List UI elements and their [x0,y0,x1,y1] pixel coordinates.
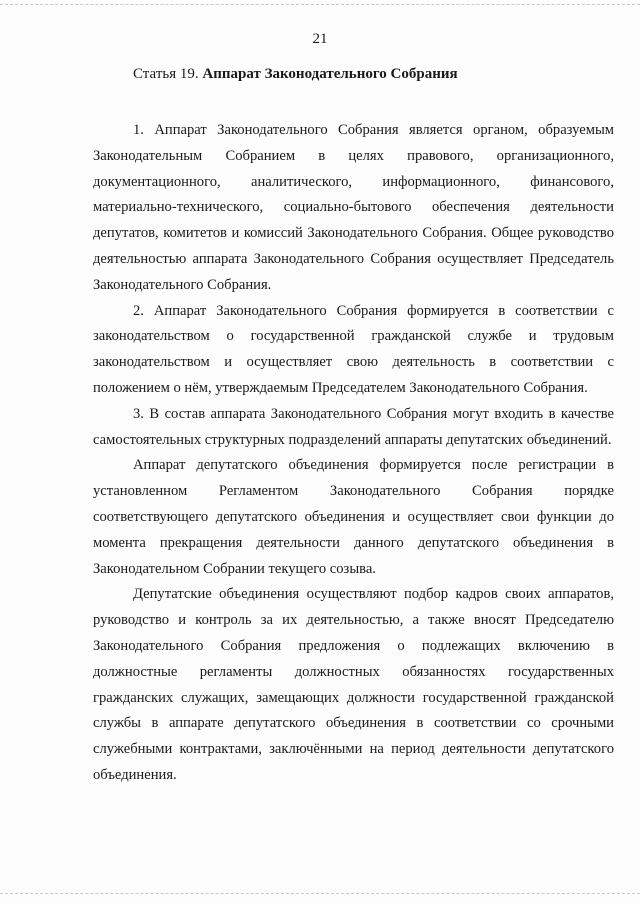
page-number: 21 [312,31,328,47]
scan-edge-top [0,4,640,5]
paragraph-2: 2. Аппарат Законодательного Собрания формируется в соответствии с законодательством о государственной гражданской службе и трудовым законодательством и осуществляет свою деятельность в соответствии с положением о нём, утверждаемым Председателем Законодательного Собрания. [93,302,614,396]
article-title: Аппарат Законодательного Собрания [202,66,458,82]
article-heading [133,66,458,83]
paragraph-1: 1. Аппарат Законодательного Собрания является органом, образуемым Законодательным Собранием в целях правового, организационного, документационного, аналитического, информационного, финансового, материально-технического, социально-бытового обеспечения деятельности депутатов, комитетов и комиссий Законодательного Собрания. Общее руководство деятельностью аппарата Законодательного Собрания осуществляет Председатель Законодательного Собрания. [93,122,614,293]
paragraph-3: 3. В состав аппарата Законодательного Собрания могут входить в качестве самостоятельных структурных подразделений аппараты депутатских объединений. [93,405,614,448]
article-number: Статья 19. [133,66,199,82]
paragraph-5: Депутатские объединения осуществляют подбор кадров своих аппаратов, руководство и контроль за их деятельностью, а также вносят Председателю Законодательного Собрания предложения о подлежащих включению в должностные регламенты должностных обязанностях государственных гражданских служащих, замещающих должности государственной гражданской службы в аппарате депутатского объединения в соответствии со срочными служебными контрактами, заключёнными на период деятельности депутатского объединения. [93,586,614,783]
paragraph-4: Аппарат депутатского объединения формируется после регистрации в установленном Регламентом Законодательного Собрания порядке соответствующего депутатского объединения и осуществляет свои функции до момента прекращения деятельности данного депутатского объединения в Законодательном Собрании текущего созыва. [93,457,614,577]
article-body [93,118,614,789]
scan-edge-bottom [0,893,640,894]
